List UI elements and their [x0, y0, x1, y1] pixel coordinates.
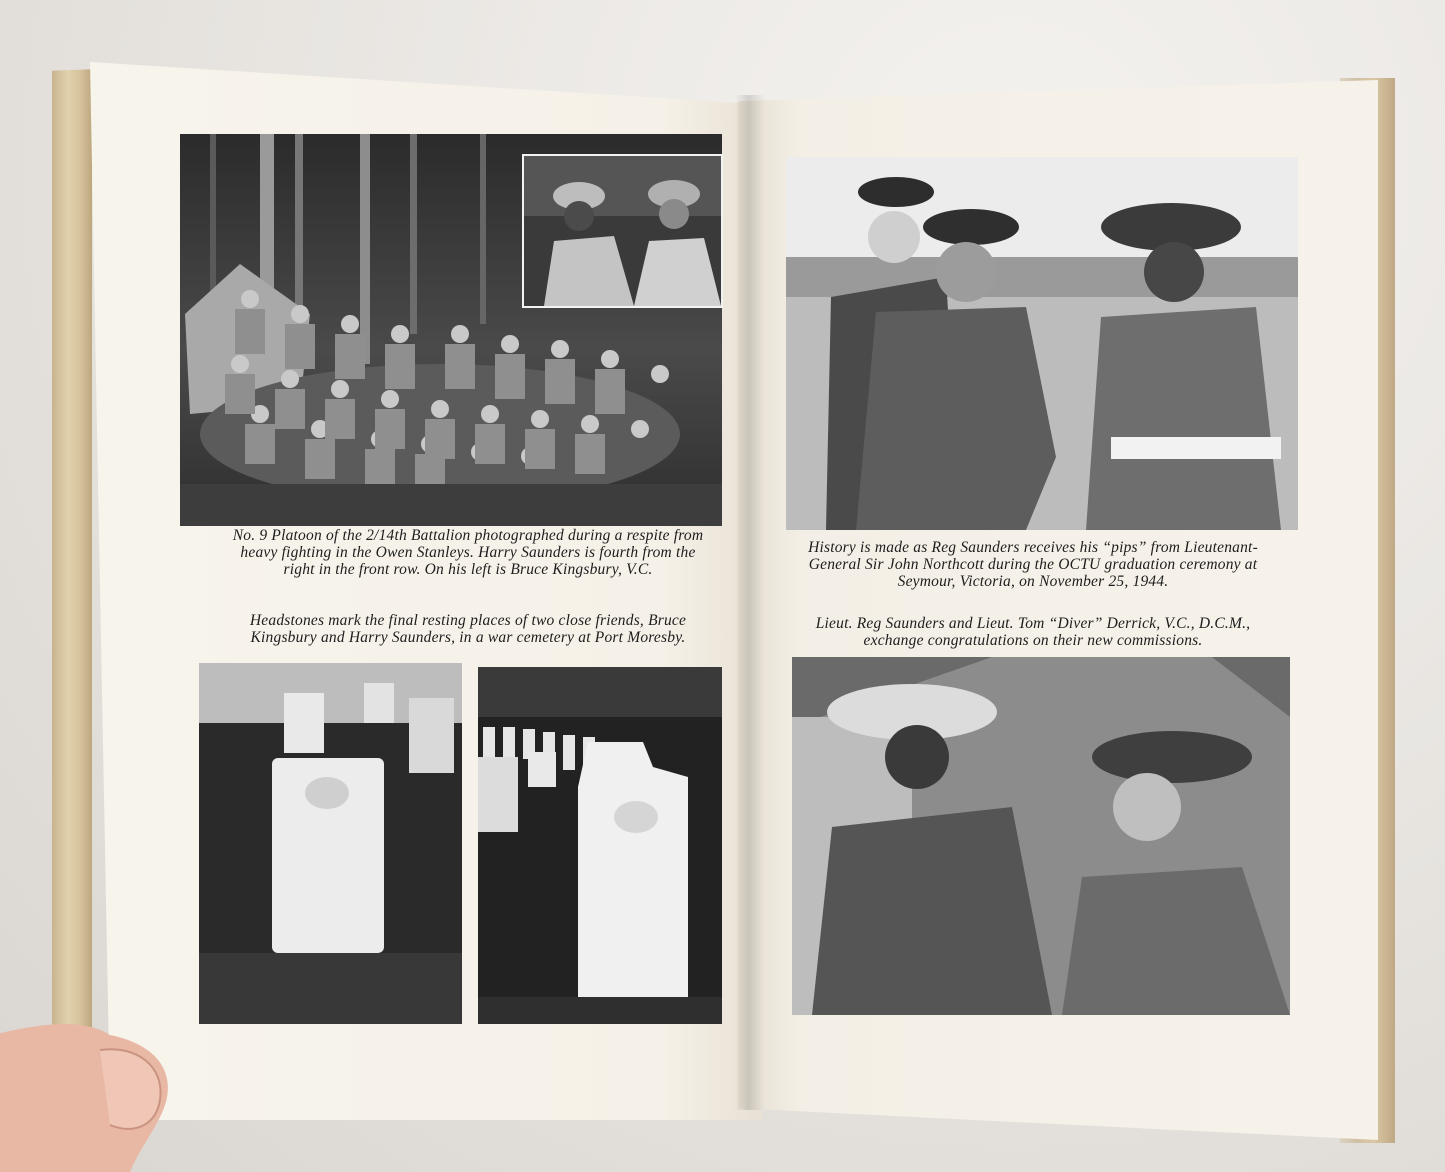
- inset-two-soldiers-photo: [522, 154, 723, 308]
- pips-ceremony-photo: [786, 157, 1298, 530]
- book-gutter: [735, 95, 765, 1110]
- caption-commissions: Lieut. Reg Saunders and Lieut. Tom “Diver” Derrick, V.C., D.C.M., exchange congratulations on their new commissions.: [815, 615, 1251, 649]
- headstone-photo-left: [199, 663, 462, 1024]
- caption-platoon: No. 9 Platoon of the 2/14th Battalion photographed during a respite from heavy fighting in the Owen Stanleys. Harry Saunders is fourth from the right in the front row. On his left is Bruce Kingsbury, V.C.: [232, 527, 704, 578]
- left-page-edges: [52, 69, 92, 1130]
- caption-pips: History is made as Reg Saunders receives his “pips” from Lieutenant-General Sir John Northcott during the OCTU graduation ceremony at Seymour, Victoria, on November 25, 1944.: [808, 539, 1258, 590]
- hand-holding-book: [0, 1005, 260, 1172]
- headstone-photo-right: [478, 667, 722, 1024]
- commissions-photo: [792, 657, 1290, 1015]
- caption-headstones: Headstones mark the final resting places of two close friends, Bruce Kingsbury and Harry Saunders, in a war cemetery at Port Moresby.: [249, 612, 687, 646]
